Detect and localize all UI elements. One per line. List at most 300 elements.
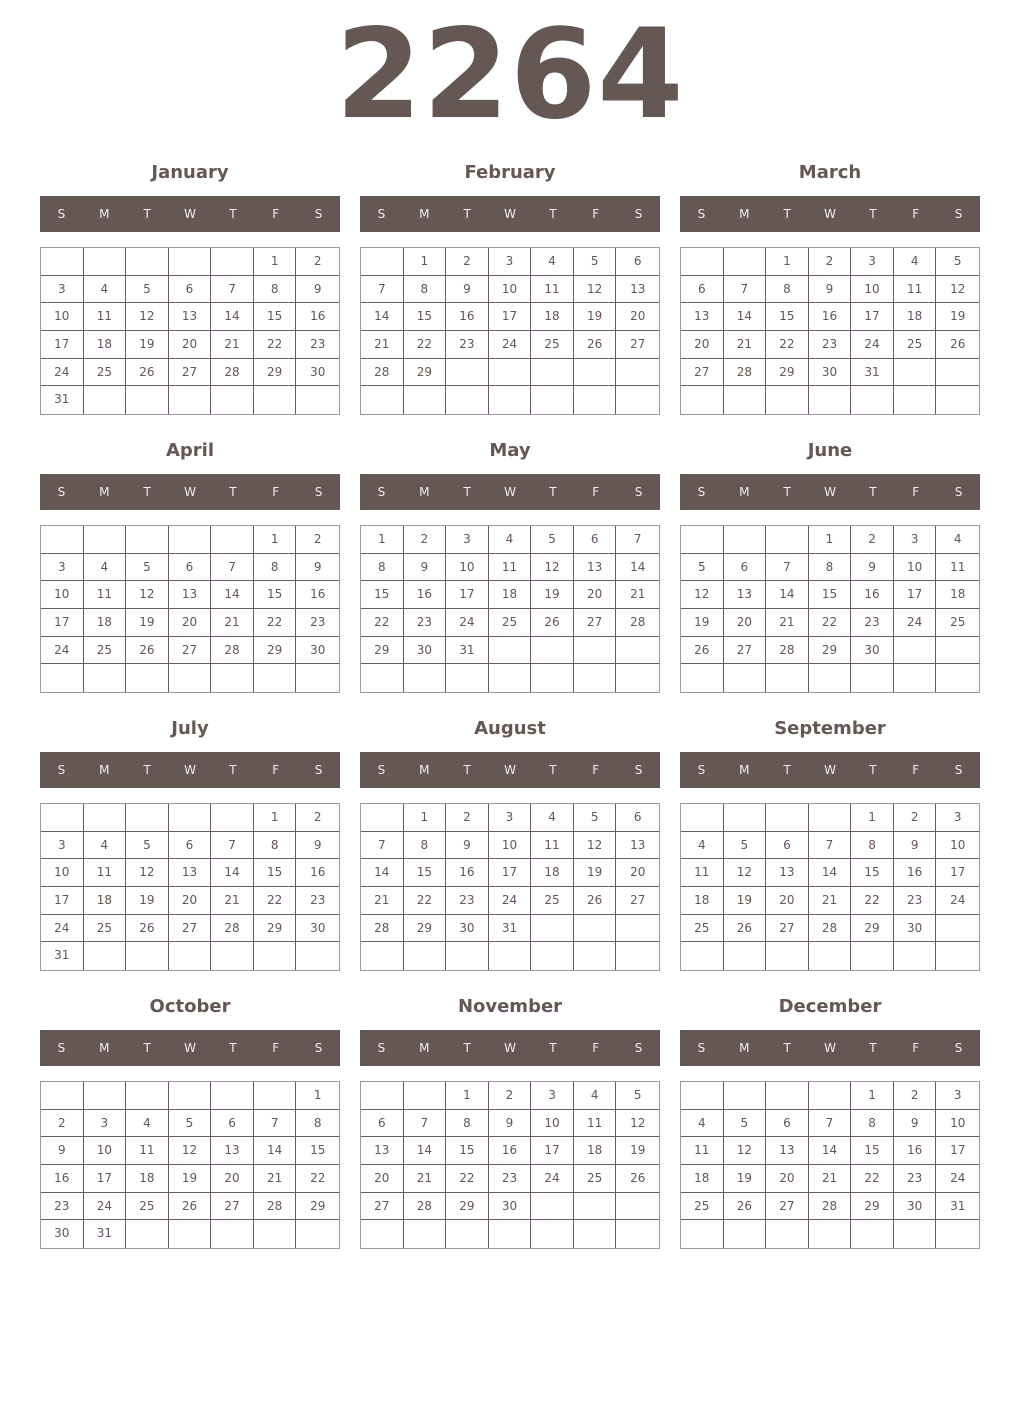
empty-cell xyxy=(211,942,254,970)
day-cell: 20 xyxy=(169,887,212,915)
empty-cell xyxy=(809,1220,852,1248)
empty-cell xyxy=(361,1220,404,1248)
empty-cell xyxy=(489,359,532,387)
day-cell: 9 xyxy=(809,276,852,304)
day-cell: 16 xyxy=(446,859,489,887)
day-cell: 16 xyxy=(296,581,339,609)
day-cell: 30 xyxy=(894,915,937,943)
weekday-label: M xyxy=(739,763,750,777)
day-cell: 22 xyxy=(851,887,894,915)
weekday-header xyxy=(40,474,340,510)
empty-cell xyxy=(126,248,169,276)
day-cell: 21 xyxy=(724,331,767,359)
day-cell: 9 xyxy=(446,832,489,860)
empty-cell xyxy=(296,664,339,692)
day-cell: 14 xyxy=(766,581,809,609)
day-cell: 1 xyxy=(446,1082,489,1110)
day-cell: 7 xyxy=(361,276,404,304)
day-cell: 27 xyxy=(361,1193,404,1221)
empty-cell xyxy=(531,915,574,943)
day-cell: 6 xyxy=(766,1110,809,1138)
empty-cell xyxy=(41,248,84,276)
day-cell: 2 xyxy=(446,248,489,276)
empty-cell xyxy=(41,664,84,692)
empty-cell xyxy=(574,915,617,943)
day-cell: 9 xyxy=(894,1110,937,1138)
empty-cell xyxy=(489,386,532,414)
day-cell: 29 xyxy=(809,637,852,665)
day-cell: 22 xyxy=(404,331,447,359)
weekday-label: W xyxy=(184,207,196,221)
day-cell: 4 xyxy=(894,248,937,276)
weekday-label: W xyxy=(184,763,196,777)
weekday-header xyxy=(360,1030,660,1066)
day-cell: 1 xyxy=(254,804,297,832)
day-cell: 18 xyxy=(531,303,574,331)
month-title: October xyxy=(149,996,231,1017)
weekday-label: T xyxy=(783,485,791,499)
month-title: July xyxy=(171,718,209,739)
day-cell: 23 xyxy=(41,1193,84,1221)
empty-cell xyxy=(404,942,447,970)
day-cell: 24 xyxy=(936,887,979,915)
day-cell: 19 xyxy=(126,331,169,359)
empty-cell xyxy=(361,804,404,832)
day-cell: 6 xyxy=(211,1110,254,1138)
day-cell: 12 xyxy=(126,581,169,609)
empty-cell xyxy=(126,526,169,554)
day-cell: 21 xyxy=(211,331,254,359)
day-cell: 2 xyxy=(296,248,339,276)
day-cell: 3 xyxy=(84,1110,127,1138)
day-cell: 25 xyxy=(531,887,574,915)
day-cell: 20 xyxy=(616,859,659,887)
empty-cell xyxy=(254,1220,297,1248)
empty-cell xyxy=(211,664,254,692)
day-cell: 28 xyxy=(254,1193,297,1221)
weekday-label: T xyxy=(869,485,877,499)
empty-cell xyxy=(574,386,617,414)
day-cell: 6 xyxy=(169,554,212,582)
weekday-label: M xyxy=(739,485,750,499)
day-cell: 28 xyxy=(211,359,254,387)
weekday-header xyxy=(680,474,980,510)
empty-cell xyxy=(616,915,659,943)
month-title: November xyxy=(457,996,563,1017)
empty-cell xyxy=(126,1082,169,1110)
weekday-label: T xyxy=(143,207,151,221)
weekday-label: T xyxy=(869,207,877,221)
weekday-label: F xyxy=(272,1041,280,1055)
weekday-label: M xyxy=(99,207,110,221)
day-grid xyxy=(40,247,340,415)
empty-cell xyxy=(724,664,767,692)
weekday-label: T xyxy=(143,485,151,499)
weekday-label: M xyxy=(739,207,750,221)
empty-cell xyxy=(936,664,979,692)
month-title: August xyxy=(474,718,546,739)
day-cell: 21 xyxy=(361,887,404,915)
day-cell: 2 xyxy=(851,526,894,554)
day-cell: 21 xyxy=(361,331,404,359)
empty-cell xyxy=(681,804,724,832)
day-cell: 8 xyxy=(404,276,447,304)
day-cell: 3 xyxy=(851,248,894,276)
day-cell: 15 xyxy=(254,859,297,887)
day-cell: 27 xyxy=(169,359,212,387)
day-cell: 30 xyxy=(851,637,894,665)
empty-cell xyxy=(84,804,127,832)
day-cell: 23 xyxy=(296,887,339,915)
day-cell: 22 xyxy=(766,331,809,359)
day-cell: 25 xyxy=(84,359,127,387)
day-cell: 24 xyxy=(489,887,532,915)
day-cell: 5 xyxy=(169,1110,212,1138)
weekday-label: W xyxy=(824,207,836,221)
day-cell: 5 xyxy=(126,554,169,582)
day-cell: 2 xyxy=(41,1110,84,1138)
day-cell: 15 xyxy=(404,859,447,887)
empty-cell xyxy=(211,1220,254,1248)
day-cell: 27 xyxy=(766,1193,809,1221)
empty-cell xyxy=(724,1082,767,1110)
empty-cell xyxy=(681,386,724,414)
day-cell: 16 xyxy=(296,303,339,331)
weekday-label: F xyxy=(912,763,920,777)
day-cell: 30 xyxy=(41,1220,84,1248)
day-cell: 21 xyxy=(809,887,852,915)
day-cell: 19 xyxy=(574,859,617,887)
day-cell: 8 xyxy=(404,832,447,860)
day-cell: 22 xyxy=(254,331,297,359)
weekday-label: T xyxy=(229,485,237,499)
day-cell: 14 xyxy=(361,303,404,331)
day-cell: 7 xyxy=(254,1110,297,1138)
day-cell: 12 xyxy=(531,554,574,582)
day-cell: 28 xyxy=(766,637,809,665)
weekday-label: T xyxy=(463,485,471,499)
empty-cell xyxy=(126,942,169,970)
empty-cell xyxy=(404,664,447,692)
empty-cell xyxy=(766,526,809,554)
day-cell: 25 xyxy=(681,1193,724,1221)
weekday-label: S xyxy=(634,485,643,499)
day-cell: 15 xyxy=(254,581,297,609)
day-cell: 7 xyxy=(766,554,809,582)
empty-cell xyxy=(169,804,212,832)
day-cell: 25 xyxy=(489,609,532,637)
weekday-label: F xyxy=(272,763,280,777)
day-grid xyxy=(680,525,980,693)
day-cell: 12 xyxy=(681,581,724,609)
day-cell: 25 xyxy=(681,915,724,943)
weekday-label: T xyxy=(463,763,471,777)
day-cell: 3 xyxy=(489,248,532,276)
day-cell: 7 xyxy=(809,832,852,860)
empty-cell xyxy=(936,386,979,414)
day-cell: 8 xyxy=(851,1110,894,1138)
day-cell: 30 xyxy=(446,915,489,943)
day-cell: 3 xyxy=(446,526,489,554)
day-cell: 4 xyxy=(84,276,127,304)
empty-cell xyxy=(169,386,212,414)
empty-cell xyxy=(84,942,127,970)
weekday-label: S xyxy=(634,207,643,221)
day-cell: 2 xyxy=(296,804,339,832)
empty-cell xyxy=(211,1082,254,1110)
day-cell: 23 xyxy=(296,331,339,359)
day-cell: 28 xyxy=(809,915,852,943)
empty-cell xyxy=(211,526,254,554)
day-cell: 30 xyxy=(296,359,339,387)
day-grid xyxy=(680,247,980,415)
day-cell: 1 xyxy=(851,1082,894,1110)
day-cell: 30 xyxy=(296,637,339,665)
day-cell: 19 xyxy=(169,1165,212,1193)
weekday-label: T xyxy=(463,207,471,221)
day-cell: 6 xyxy=(616,804,659,832)
day-cell: 2 xyxy=(404,526,447,554)
day-cell: 1 xyxy=(766,248,809,276)
month-title: December xyxy=(778,996,882,1017)
day-cell: 17 xyxy=(894,581,937,609)
day-cell: 26 xyxy=(681,637,724,665)
day-cell: 24 xyxy=(41,637,84,665)
day-cell: 17 xyxy=(936,859,979,887)
day-cell: 27 xyxy=(211,1193,254,1221)
weekday-label: S xyxy=(954,485,963,499)
empty-cell xyxy=(531,664,574,692)
day-cell: 15 xyxy=(446,1137,489,1165)
day-cell: 20 xyxy=(169,331,212,359)
empty-cell xyxy=(254,942,297,970)
day-cell: 19 xyxy=(126,887,169,915)
month-title: January xyxy=(151,162,229,183)
day-cell: 3 xyxy=(894,526,937,554)
empty-cell xyxy=(41,1082,84,1110)
weekday-label: S xyxy=(634,763,643,777)
day-cell: 17 xyxy=(84,1165,127,1193)
weekday-header xyxy=(680,1030,980,1066)
day-cell: 4 xyxy=(574,1082,617,1110)
weekday-label: F xyxy=(912,207,920,221)
day-cell: 10 xyxy=(894,554,937,582)
day-cell: 12 xyxy=(574,276,617,304)
day-cell: 31 xyxy=(936,1193,979,1221)
day-cell: 14 xyxy=(211,859,254,887)
weekday-label: M xyxy=(419,207,430,221)
day-cell: 18 xyxy=(489,581,532,609)
empty-cell xyxy=(681,664,724,692)
day-cell: 13 xyxy=(169,859,212,887)
day-cell: 28 xyxy=(211,915,254,943)
day-cell: 29 xyxy=(766,359,809,387)
day-cell: 27 xyxy=(169,637,212,665)
weekday-label: S xyxy=(954,207,963,221)
empty-cell xyxy=(766,1220,809,1248)
day-cell: 23 xyxy=(894,1165,937,1193)
day-cell: 20 xyxy=(616,303,659,331)
weekday-label: W xyxy=(824,1041,836,1055)
weekday-header xyxy=(360,196,660,232)
day-cell: 21 xyxy=(254,1165,297,1193)
weekday-label: W xyxy=(184,485,196,499)
day-cell: 29 xyxy=(851,915,894,943)
day-cell: 13 xyxy=(169,303,212,331)
day-cell: 8 xyxy=(254,554,297,582)
day-cell: 5 xyxy=(574,248,617,276)
day-cell: 13 xyxy=(361,1137,404,1165)
empty-cell xyxy=(574,664,617,692)
empty-cell xyxy=(361,1082,404,1110)
day-cell: 24 xyxy=(41,915,84,943)
empty-cell xyxy=(361,248,404,276)
day-cell: 3 xyxy=(936,1082,979,1110)
empty-cell xyxy=(531,359,574,387)
day-cell: 29 xyxy=(361,637,404,665)
day-cell: 3 xyxy=(531,1082,574,1110)
empty-cell xyxy=(936,915,979,943)
day-cell: 5 xyxy=(126,276,169,304)
empty-cell xyxy=(531,1220,574,1248)
day-cell: 6 xyxy=(766,832,809,860)
day-grid xyxy=(680,803,980,971)
day-cell: 11 xyxy=(489,554,532,582)
weekday-label: F xyxy=(912,1041,920,1055)
day-cell: 28 xyxy=(724,359,767,387)
day-cell: 4 xyxy=(681,1110,724,1138)
day-cell: 12 xyxy=(126,859,169,887)
empty-cell xyxy=(809,386,852,414)
day-cell: 10 xyxy=(41,859,84,887)
empty-cell xyxy=(169,1220,212,1248)
day-cell: 16 xyxy=(894,859,937,887)
day-cell: 15 xyxy=(254,303,297,331)
day-grid xyxy=(40,803,340,971)
day-cell: 4 xyxy=(84,554,127,582)
day-cell: 7 xyxy=(211,554,254,582)
day-cell: 5 xyxy=(616,1082,659,1110)
empty-cell xyxy=(296,1220,339,1248)
day-cell: 22 xyxy=(446,1165,489,1193)
empty-cell xyxy=(616,1193,659,1221)
empty-cell xyxy=(446,664,489,692)
day-cell: 25 xyxy=(894,331,937,359)
day-cell: 29 xyxy=(404,915,447,943)
day-cell: 8 xyxy=(766,276,809,304)
empty-cell xyxy=(84,248,127,276)
day-cell: 25 xyxy=(531,331,574,359)
year-title: 2264 xyxy=(335,3,685,147)
day-cell: 4 xyxy=(489,526,532,554)
weekday-label: T xyxy=(549,1041,557,1055)
day-cell: 2 xyxy=(296,526,339,554)
day-cell: 17 xyxy=(41,887,84,915)
day-cell: 29 xyxy=(404,359,447,387)
empty-cell xyxy=(616,1220,659,1248)
empty-cell xyxy=(809,1082,852,1110)
day-grid xyxy=(360,525,660,693)
weekday-label: T xyxy=(549,207,557,221)
day-cell: 11 xyxy=(681,859,724,887)
day-cell: 5 xyxy=(936,248,979,276)
empty-cell xyxy=(894,359,937,387)
empty-cell xyxy=(616,942,659,970)
empty-cell xyxy=(851,386,894,414)
weekday-label: S xyxy=(314,1041,323,1055)
day-cell: 4 xyxy=(84,832,127,860)
empty-cell xyxy=(404,1082,447,1110)
day-cell: 12 xyxy=(574,832,617,860)
weekday-label: M xyxy=(99,1041,110,1055)
day-cell: 6 xyxy=(616,248,659,276)
day-cell: 2 xyxy=(809,248,852,276)
day-cell: 1 xyxy=(254,526,297,554)
weekday-label: S xyxy=(314,207,323,221)
day-cell: 14 xyxy=(724,303,767,331)
day-cell: 17 xyxy=(41,331,84,359)
day-cell: 15 xyxy=(296,1137,339,1165)
day-cell: 9 xyxy=(489,1110,532,1138)
empty-cell xyxy=(169,526,212,554)
day-cell: 28 xyxy=(404,1193,447,1221)
empty-cell xyxy=(574,359,617,387)
day-cell: 22 xyxy=(254,609,297,637)
day-cell: 16 xyxy=(851,581,894,609)
day-cell: 9 xyxy=(296,276,339,304)
empty-cell xyxy=(169,248,212,276)
weekday-label: S xyxy=(314,763,323,777)
empty-cell xyxy=(169,942,212,970)
empty-cell xyxy=(41,526,84,554)
day-cell: 20 xyxy=(169,609,212,637)
day-cell: 3 xyxy=(489,804,532,832)
empty-cell xyxy=(809,942,852,970)
day-cell: 14 xyxy=(809,859,852,887)
empty-cell xyxy=(724,248,767,276)
day-cell: 11 xyxy=(84,303,127,331)
day-cell: 14 xyxy=(616,554,659,582)
day-cell: 25 xyxy=(84,637,127,665)
day-cell: 15 xyxy=(809,581,852,609)
day-grid xyxy=(360,247,660,415)
day-cell: 14 xyxy=(361,859,404,887)
day-cell: 12 xyxy=(616,1110,659,1138)
day-cell: 23 xyxy=(851,609,894,637)
day-cell: 22 xyxy=(404,887,447,915)
day-cell: 19 xyxy=(574,303,617,331)
weekday-label: S xyxy=(57,763,66,777)
day-cell: 1 xyxy=(361,526,404,554)
weekday-label: T xyxy=(783,763,791,777)
day-cell: 30 xyxy=(404,637,447,665)
weekday-label: F xyxy=(592,763,600,777)
day-cell: 8 xyxy=(809,554,852,582)
day-cell: 18 xyxy=(84,887,127,915)
empty-cell xyxy=(126,1220,169,1248)
day-cell: 16 xyxy=(489,1137,532,1165)
day-cell: 31 xyxy=(446,637,489,665)
day-cell: 16 xyxy=(296,859,339,887)
day-cell: 1 xyxy=(404,248,447,276)
day-cell: 21 xyxy=(211,887,254,915)
month-title: June xyxy=(807,440,853,461)
weekday-label: M xyxy=(99,485,110,499)
empty-cell xyxy=(489,637,532,665)
weekday-label: S xyxy=(377,207,386,221)
day-cell: 28 xyxy=(616,609,659,637)
weekday-header xyxy=(360,474,660,510)
